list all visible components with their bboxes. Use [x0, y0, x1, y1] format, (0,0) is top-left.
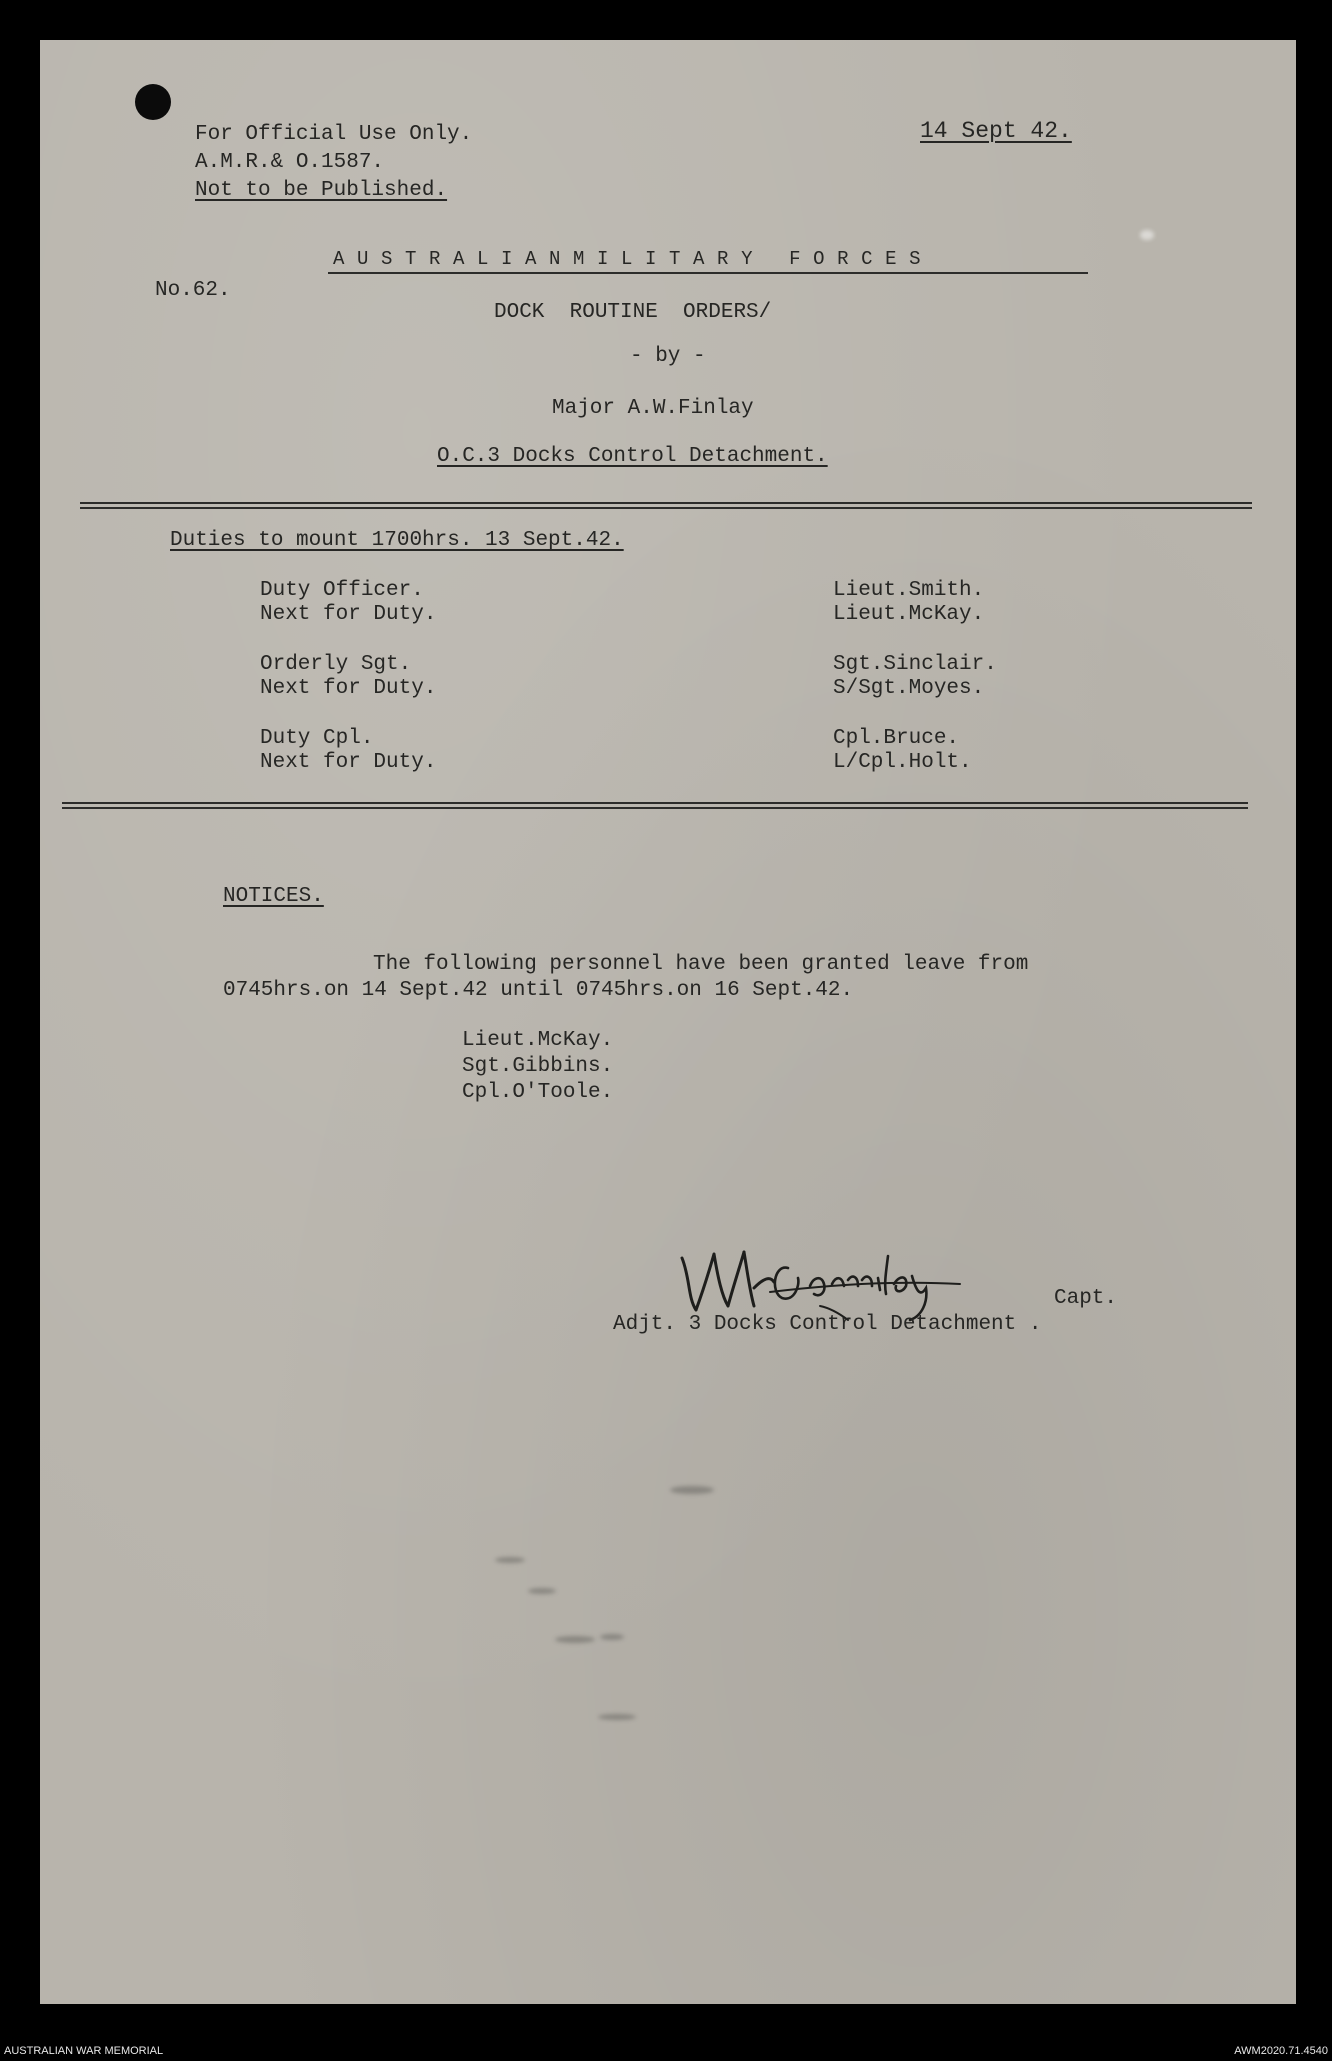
- bottom-double-rule: [62, 802, 1248, 809]
- footer-accession-number: AWM2020.71.4540: [1234, 2045, 1328, 2057]
- orders-title: DOCK ROUTINE ORDERS/: [494, 301, 772, 324]
- leave-personnel: Cpl.O'Toole.: [462, 1081, 614, 1104]
- force-title-underline: [328, 272, 1088, 274]
- duty-name: L/Cpl.Holt.: [833, 751, 972, 774]
- security-line-2: A.M.R.& O.1587.: [195, 151, 385, 174]
- duty-name: Lieut.Smith.: [833, 579, 985, 602]
- duties-heading: Duties to mount 1700hrs. 13 Sept.42.: [170, 529, 624, 552]
- ink-smudge: [528, 1588, 556, 1594]
- security-line-1: For Official Use Only.: [195, 123, 473, 146]
- security-line-3: Not to be Published.: [195, 179, 448, 202]
- duty-name: S/Sgt.Moyes.: [833, 677, 985, 700]
- duty-role: Duty Cpl.: [260, 727, 374, 750]
- duty-role: Next for Duty.: [260, 603, 437, 626]
- punch-hole: [135, 84, 171, 120]
- ink-smudge: [600, 1634, 624, 1640]
- top-double-rule: [80, 502, 1252, 509]
- duty-name: Lieut.McKay.: [833, 603, 985, 626]
- notices-heading: NOTICES.: [223, 885, 324, 908]
- duty-role: Next for Duty.: [260, 677, 437, 700]
- issuer-role: O.C.3 Docks Control Detachment.: [437, 445, 828, 468]
- signatory-appointment: Adjt. 3 Docks Control Detachment .: [613, 1313, 1042, 1336]
- document-page: [40, 40, 1296, 2004]
- leave-personnel: Sgt.Gibbins.: [462, 1055, 614, 1078]
- duty-role: Next for Duty.: [260, 751, 437, 774]
- duty-role: Duty Officer.: [260, 579, 424, 602]
- notice-line-1: The following personnel have been granted leave from: [373, 953, 1029, 976]
- leave-personnel: Lieut.McKay.: [462, 1029, 614, 1052]
- order-number: No.62.: [155, 279, 231, 302]
- duty-name: Cpl.Bruce.: [833, 727, 960, 750]
- by-line: - by -: [630, 345, 706, 368]
- document-date: 14 Sept 42.: [920, 118, 1072, 144]
- signatory-rank: Capt.: [1054, 1287, 1118, 1310]
- force-title: A U S T R A L I A N M I L I T A R Y F O R C E S: [333, 248, 922, 270]
- notice-line-2: 0745hrs.on 14 Sept.42 until 0745hrs.on 16 Sept.42.: [223, 979, 854, 1002]
- ink-smudge: [598, 1714, 636, 1720]
- paper-mark: [1140, 230, 1154, 240]
- issuer-name: Major A.W.Finlay: [552, 397, 754, 420]
- footer-institution: AUSTRALIAN WAR MEMORIAL: [4, 2045, 164, 2057]
- handwritten-signature: [670, 1228, 1000, 1323]
- ink-smudge: [555, 1636, 595, 1643]
- duty-name: Sgt.Sinclair.: [833, 653, 997, 676]
- ink-smudge: [495, 1557, 525, 1563]
- ink-smudge: [670, 1486, 714, 1494]
- duty-role: Orderly Sgt.: [260, 653, 412, 676]
